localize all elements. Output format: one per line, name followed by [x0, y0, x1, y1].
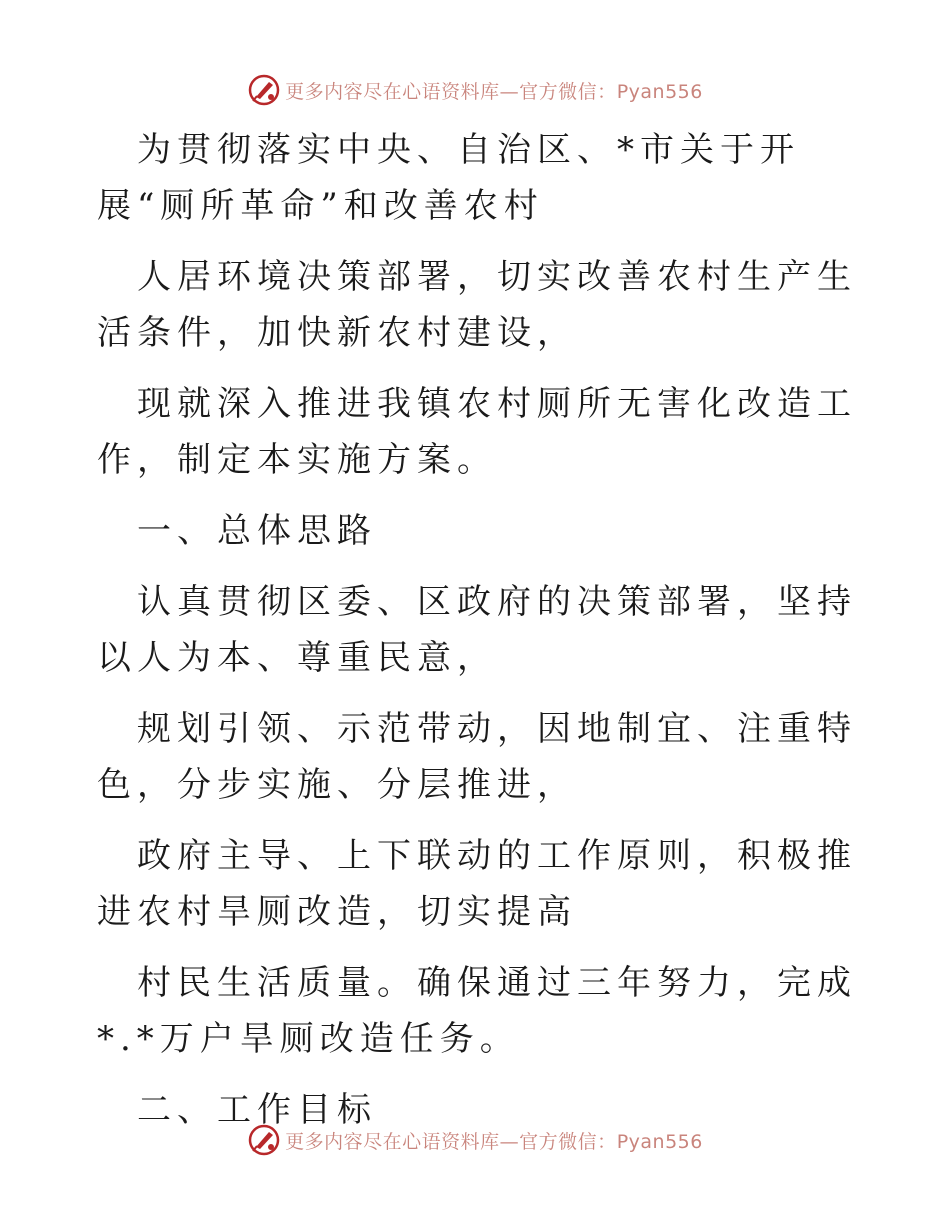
paragraph: [97, 955, 857, 1067]
footer-banner: [0, 1120, 950, 1160]
paragraph-text: 为贯彻落实中央、自治区、*市关于开展“厕所革命”和改善农村: [97, 130, 800, 226]
banner-dash: —: [499, 80, 520, 103]
quill-pen-logo-icon: [247, 73, 281, 107]
paragraph-text: 规划引领、示范带动，因地制宜、注重特色，分步实施、分层推进，: [97, 709, 857, 805]
paragraph-text: 人居环境决策部署，切实改善农村生产生活条件，加快新农村建设，: [97, 257, 857, 353]
paragraph-text: 政府主导、上下联动的工作原则，积极推进农村旱厕改造，切实提高: [97, 836, 857, 932]
header-banner: [0, 70, 950, 110]
banner-text: [285, 77, 703, 104]
banner-chinese: 更多内容尽在心语资料库: [285, 80, 500, 103]
paragraph-text: 认真贯彻区委、区政府的决策部署，坚持以人为本、尊重民意，: [97, 582, 857, 678]
paragraph: [97, 828, 857, 940]
quill-pen-logo-icon: [247, 1123, 281, 1157]
paragraph: [97, 701, 857, 813]
banner-chinese: 更多内容尽在心语资料库: [285, 1130, 500, 1153]
paragraph-text: 村民生活质量。确保通过三年努力，完成*.*万户旱厕改造任务。: [97, 963, 857, 1059]
section-heading: [97, 503, 857, 559]
section-heading-text: 二、工作目标: [137, 1090, 377, 1130]
paragraph-text: 现就深入推进我镇农村厕所无害化改造工作，制定本实施方案。: [97, 384, 857, 480]
banner-text: [285, 1127, 703, 1154]
banner-official: 官方微信：: [519, 80, 617, 103]
banner-dash: —: [499, 1130, 520, 1153]
paragraph: [97, 249, 857, 361]
banner-account: Pyan556: [616, 1130, 703, 1153]
paragraph: [97, 376, 857, 488]
document-body: [97, 122, 857, 1153]
paragraph: [97, 574, 857, 686]
banner-official: 官方微信：: [519, 1130, 617, 1153]
banner-account: Pyan556: [616, 80, 703, 103]
paragraph: [97, 122, 857, 234]
section-heading-text: 一、总体思路: [137, 511, 377, 551]
